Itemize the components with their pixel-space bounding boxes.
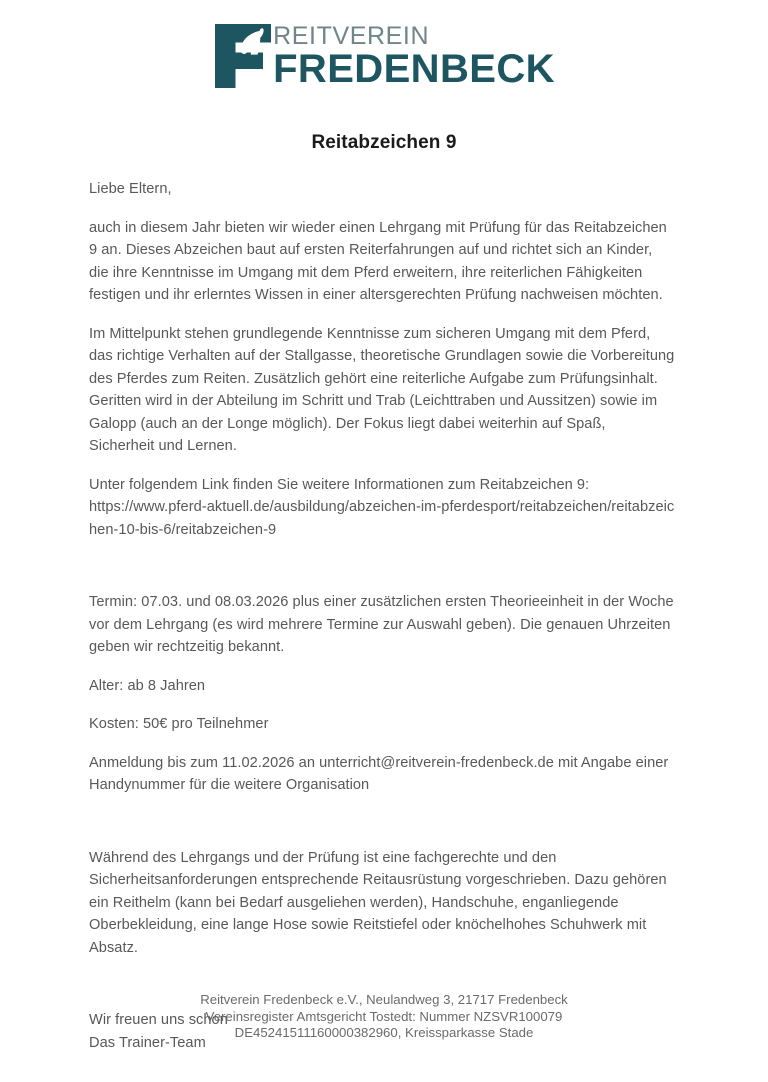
salutation: Liebe Eltern,: [89, 181, 172, 197]
closing-line-1: Wir freuen uns schon: [89, 1012, 228, 1028]
ausruestung-paragraph: Während des Lehrgangs und der Prüfung ist eine fachgerechte und den Sicherheitsanforderungen entsprechende Reitausrüstung vorgeschrieben. Dazu gehören ein Reithelm (kann bei Bedarf ausgeliehen werden), Handschuhe, enganliegende Oberbekleidung, eine lange Hose sowie Reitstiefel oder knöchelhohes Schuhwerk mit Absatz.: [89, 849, 667, 956]
logo-line-fredenbeck: FREDENBECK: [273, 47, 555, 91]
logo-inner: [213, 22, 555, 90]
document-body: [89, 178, 675, 1070]
kosten-line: Kosten: 50€ pro Teilnehmer: [89, 716, 269, 732]
footer-register: Vereinsregister Amtsgericht Tostedt: Nummer NZSVR100079: [205, 1008, 563, 1024]
alter-line: Alter: ab 8 Jahren: [89, 677, 206, 694]
logo-wordmark: [273, 22, 555, 91]
footer-bank: DE45241511160000382960, Kreissparkasse Stade: [234, 1025, 534, 1041]
info-link-url[interactable]: https://www.pferd-aktuell.de/ausbildung/abzeichen-im-pferdesport/reitabzeichen/reitabzeichen-10-bis-6/reitabzeichen-9: [89, 499, 675, 538]
info-link[interactable]: [89, 496, 675, 541]
closing-line-2: Das Trainer-Team: [89, 1034, 206, 1051]
link-intro: Unter folgendem Link finden Sie weitere Informationen zum Reitabzeichen 9:: [89, 476, 590, 493]
anmeldung-paragraph: Anmeldung bis zum 11.02.2026 an unterricht@reitverein-fredenbeck.de mit Angabe einer Handynummer für die weitere Organisation: [89, 754, 669, 793]
horse-head-icon: [213, 22, 275, 90]
logo-line-reitverein: REITVEREIN: [273, 22, 430, 50]
club-logo: [0, 22, 768, 90]
paragraph-content: Im Mittelpunkt stehen grundlegende Kenntnisse zum sicheren Umgang mit dem Pferd, das richtige Verhalten auf der Stallgasse, theoretische Grundlagen sowie die Vorbereitung des Pferdes zum Reiten. Zusätzlich gehört eine reiterliche Aufgabe zum Prüfungsinhalt. Geritten wird in der Abteilung im Schritt und Trab (Leichttraben und Aussitzen) sowie im Galopp (auch an der Longe möglich). Der Fokus liegt dabei weiterhin auf Spaß, Sicherheit und Lernen.: [89, 325, 675, 454]
document-footer: [0, 992, 768, 1042]
footer-address: Reitverein Fredenbeck e.V., Neulandweg 3, 21717 Fredenbeck: [200, 992, 568, 1008]
page-title: Reitabzeichen 9: [311, 132, 457, 153]
paragraph-intro: auch in diesem Jahr bieten wir wieder einen Lehrgang mit Prüfung für das Reitabzeichen 9 an. Dieses Abzeichen baut auf ersten Reiterfahrungen auf und richtet sich an Kinder, die ihre Kenntnisse im Umgang mit dem Pferd erweitern, ihre reiterlichen Fähigkeiten festigen und ihr erlerntes Wissen in einer altersgerechten Prüfung nachweisen möchten.: [89, 219, 667, 303]
termin-paragraph: Termin: 07.03. und 08.03.2026 plus einer zusätzlichen ersten Theorieeinheit in der Woche vor dem Lehrgang (es wird mehrere Termine zur Auswahl geben). Die genauen Uhrzeiten geben wir rechtzeitig bekannt.: [89, 594, 674, 655]
